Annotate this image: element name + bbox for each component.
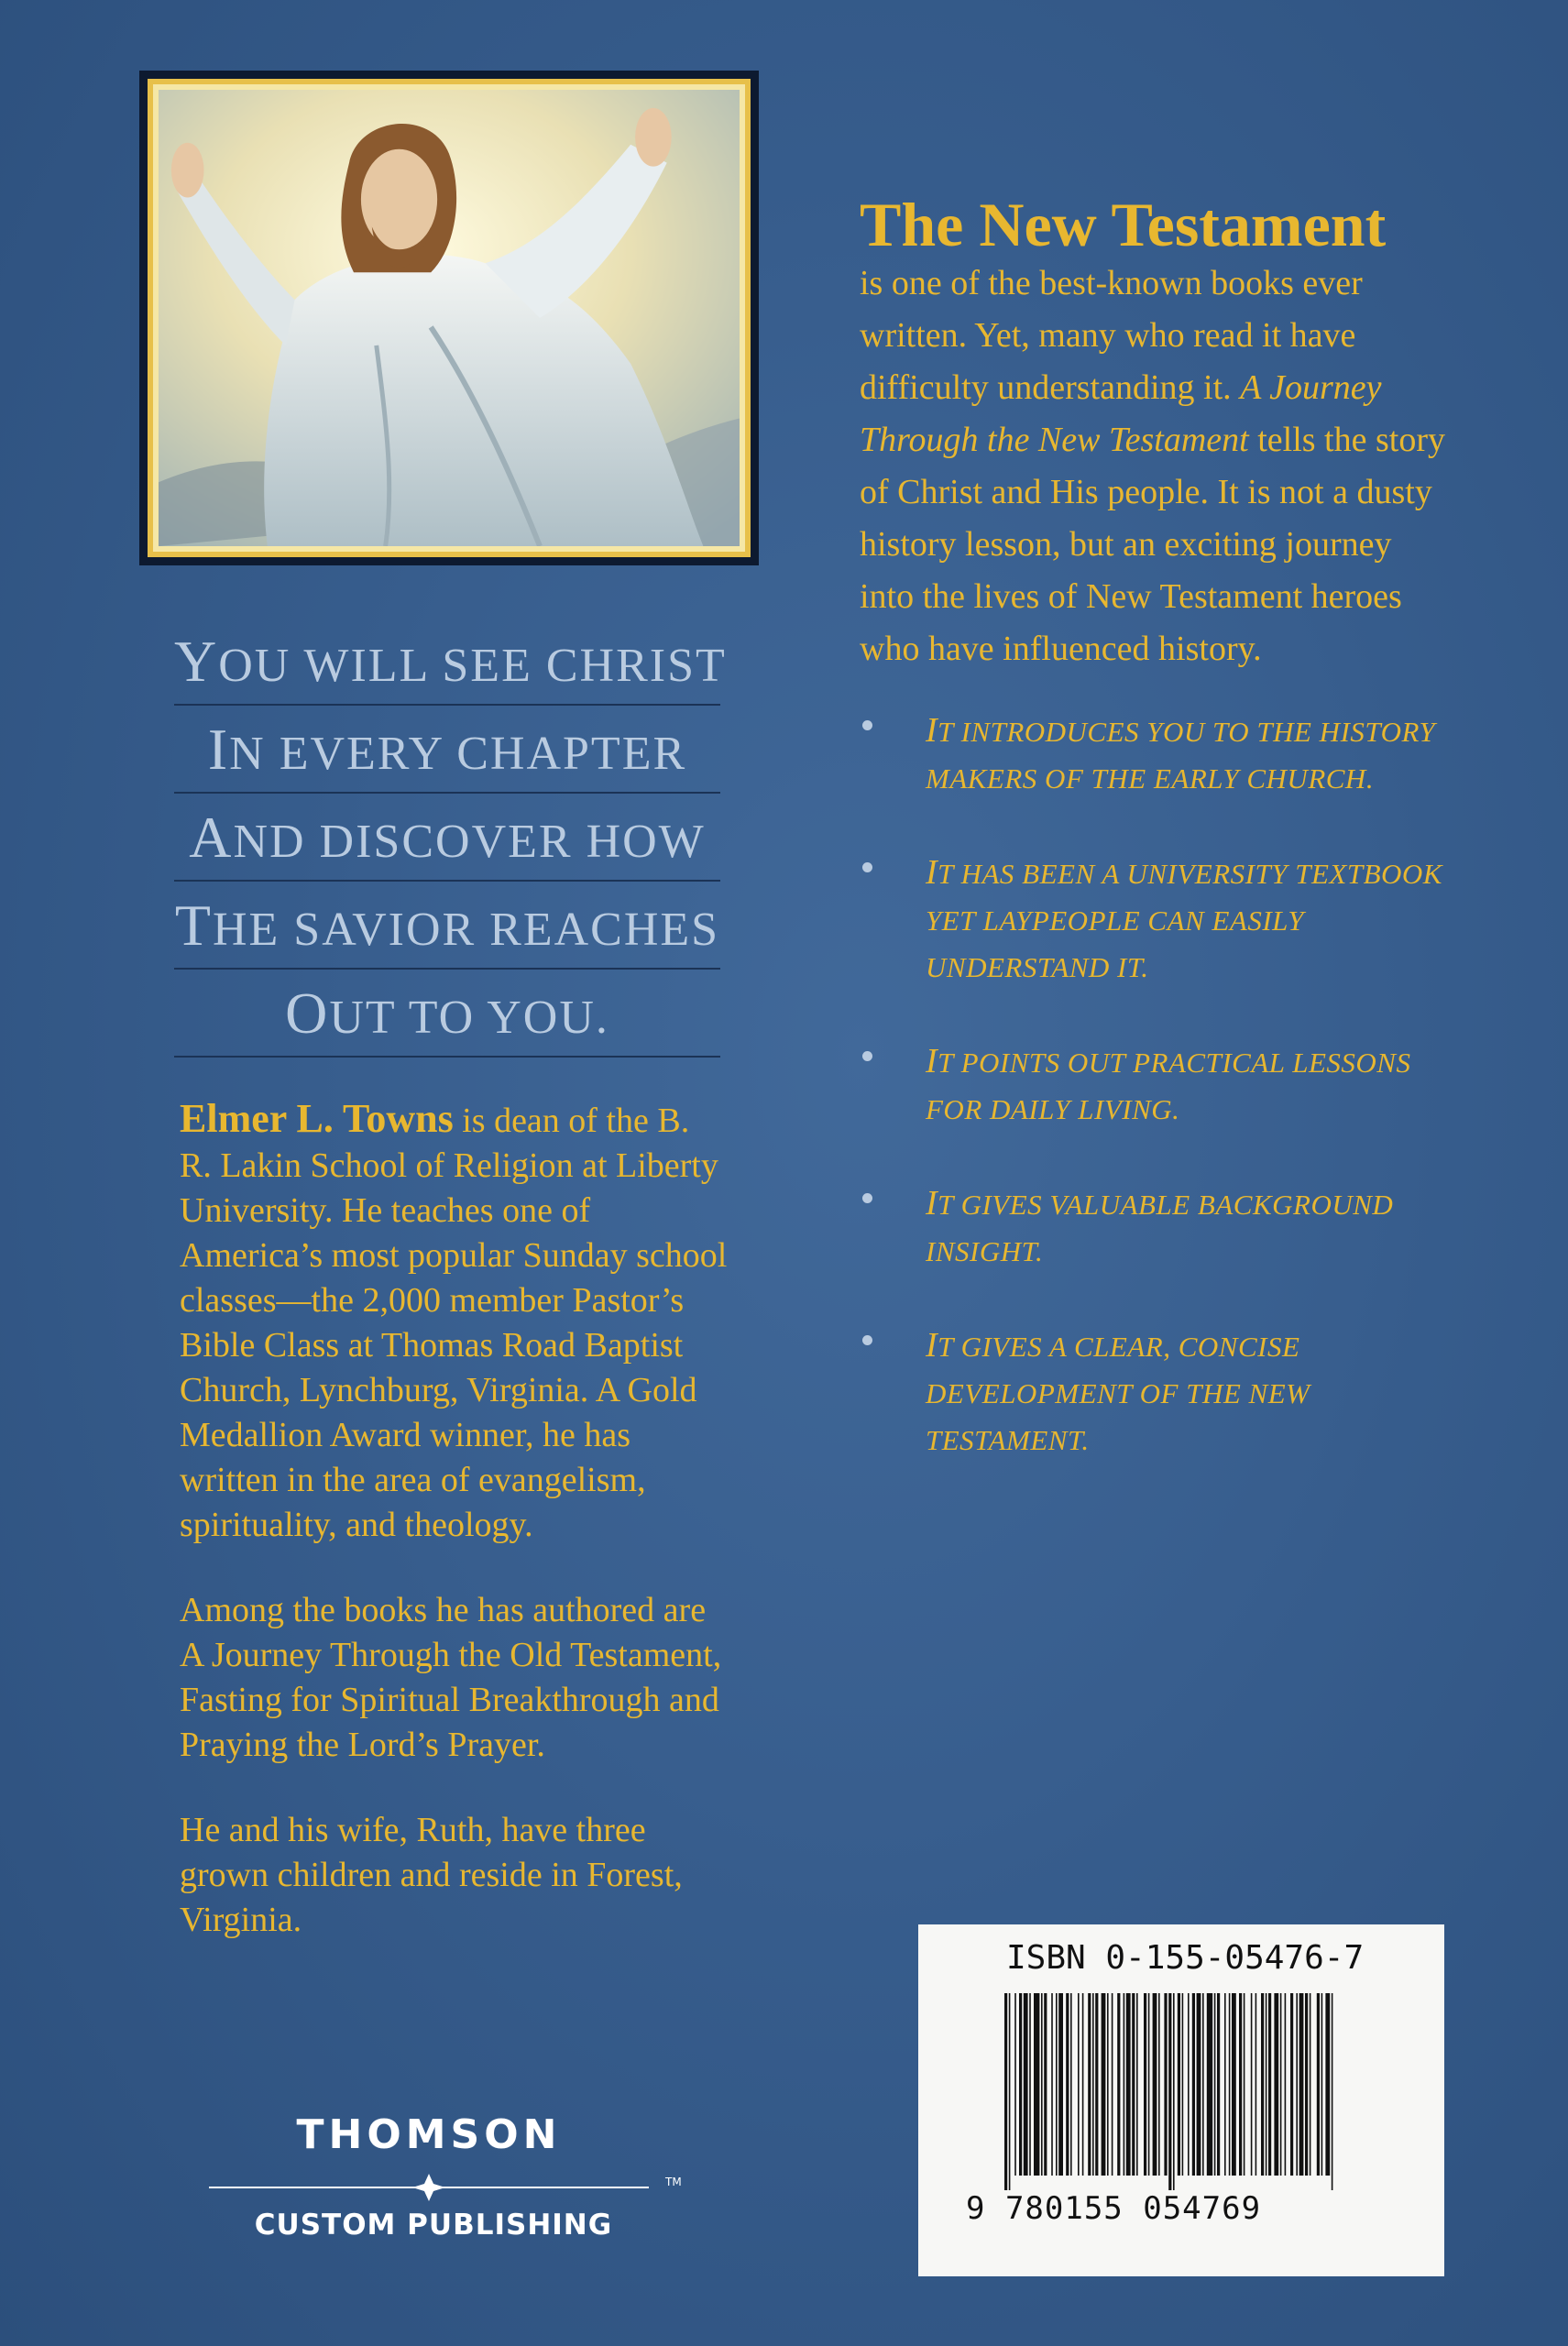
list-item: [860, 1038, 1446, 1133]
trademark-mark: TM: [665, 2176, 682, 2188]
list-item-text: IT POINTS OUT PRACTICAL LESSONS FOR DAILY LIVING.: [926, 1042, 1411, 1125]
intro-text: tells the story of Christ and His people. It is not a dusty history lesson, but an exciting journey into the lives of New Testament heroes who have influenced history.: [860, 421, 1445, 668]
author-name: Elmer L. Towns: [180, 1096, 454, 1141]
intro-paragraph: [860, 258, 1446, 675]
book-title: A Journey Through the New Testament: [860, 368, 1382, 459]
bullet-dot-icon: [862, 720, 872, 730]
barcode-icon: [1004, 1993, 1336, 2190]
intro-text: is one of the best-known books ever written. Yet, many who read it have difficulty understanding it.: [860, 264, 1363, 407]
tagline-line: AND DISCOVER HOW: [174, 794, 720, 882]
description-column: [860, 188, 1446, 675]
headline: The New Testament: [860, 190, 1387, 259]
isbn-text: ISBN 0-155-05476-7: [1006, 1939, 1365, 1977]
list-item: [860, 850, 1446, 991]
star-rule-icon: [209, 2174, 649, 2201]
publisher-brand: THOMSON: [296, 2111, 562, 2158]
list-item: [860, 707, 1446, 802]
tagline-line: YOU WILL SEE CHRIST: [174, 618, 720, 706]
list-item-text: IT GIVES VALUABLE BACKGROUND INSIGHT.: [926, 1184, 1394, 1267]
barcode-label: [918, 1924, 1444, 2276]
barcode-number: 9 780155 054769: [966, 2190, 1262, 2227]
list-item-text: IT GIVES A CLEAR, CONCISE DEVELOPMENT OF THE NEW TESTAMENT.: [926, 1326, 1310, 1456]
bullet-dot-icon: [862, 862, 872, 872]
list-item-text: IT HAS BEEN A UNIVERSITY TEXTBOOK YET LAYPEOPLE CAN EASILY UNDERSTAND IT.: [926, 853, 1442, 983]
tagline: [174, 618, 727, 1058]
tagline-line: OUT TO YOU.: [174, 970, 720, 1058]
tagline-line: IN EVERY CHAPTER: [174, 706, 720, 794]
list-item: [860, 1180, 1446, 1275]
bio-paragraph: [180, 1096, 729, 1548]
bullet-dot-icon: [862, 1193, 872, 1203]
feature-list: [860, 707, 1446, 1511]
bio-paragraph: Among the books he has authored are A Journey Through the Old Testament, Fasting for Spiritual Breakthrough and Praying the Lord’s Prayer.: [180, 1591, 722, 1764]
list-item: [860, 1322, 1446, 1464]
bullet-dot-icon: [862, 1051, 872, 1061]
publisher-logo: [209, 2111, 704, 2258]
bullet-dot-icon: [862, 1335, 872, 1345]
author-bio: [180, 1096, 729, 1983]
bio-paragraph: He and his wife, Ruth, have three grown children and reside in Forest, Virginia.: [180, 1811, 683, 1939]
cover-painting: [139, 71, 759, 565]
tagline-line: THE SAVIOR REACHES: [174, 882, 720, 970]
publisher-subtitle: CUSTOM PUBLISHING: [254, 2209, 613, 2242]
list-item-text: IT INTRODUCES YOU TO THE HISTORY MAKERS OF THE EARLY CHURCH.: [926, 711, 1436, 795]
painting-frame: [148, 79, 751, 557]
transfiguration-illustration: [159, 90, 740, 546]
bio-text: is dean of the B. R. Lakin School of Religion at Liberty University. He teaches one of America’s most popular Sunday school classes—the 2,000 member Pastor’s Bible Class at Thomas Road Baptist Church, Lynchburg, Virginia. A Gold Medallion Award winner, he has written in the area of evangelism, spirituality, and theology.: [180, 1102, 728, 1544]
